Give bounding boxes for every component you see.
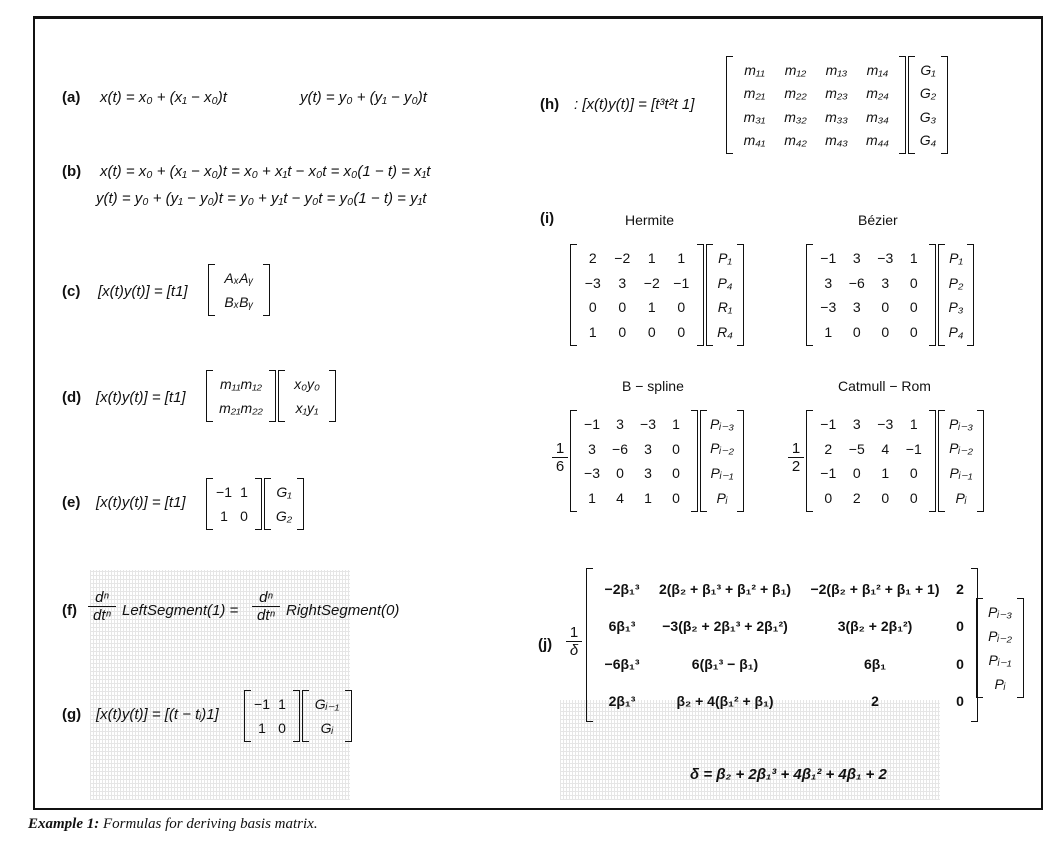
bracket-left: [976, 598, 983, 698]
matrix-cell: Pᵢ₋₃: [709, 415, 735, 432]
matrix-cell: Pᵢ₋₂: [949, 440, 973, 457]
matrix-cell: 3: [852, 299, 861, 316]
caption-prefix: Example 1:: [28, 816, 100, 832]
matrix-cell: R₁: [717, 299, 733, 316]
bracket-right: [941, 56, 948, 154]
label-j: (j): [538, 636, 553, 653]
matrix-cell: 3(β₂ + 2β₁²): [837, 618, 913, 635]
matrix-cell: 1: [677, 250, 686, 267]
catmull-frac: [788, 440, 804, 475]
matrix-cell: m₂₄: [866, 85, 889, 102]
matrix-cell: m₃₃: [825, 108, 848, 125]
matrix-cell: m₄₂: [784, 132, 807, 149]
bracket-right: [255, 478, 262, 530]
matrix-cell: 1: [258, 720, 266, 736]
bracket-left: [264, 478, 271, 530]
matrix-cell: G₁: [276, 484, 292, 500]
bracket-left: [206, 478, 213, 530]
matrix-cell: 0: [278, 720, 286, 736]
matrix-cell: P₄: [948, 323, 964, 340]
bezier-title: Bézier: [858, 212, 898, 228]
matrix-cell: m₂₃: [825, 85, 848, 102]
bracket-right: [345, 690, 352, 742]
matrix-bezier-v: [938, 244, 974, 346]
matrix-cell: m₄₁: [743, 132, 766, 149]
matrix-cell: 0: [909, 299, 918, 316]
matrix-cell: AₓAᵧ: [224, 270, 254, 286]
matrix-cell: 4: [616, 489, 624, 506]
matrix-cell: 0: [852, 465, 861, 482]
label-b: (b): [62, 163, 82, 180]
matrix-j: [586, 568, 978, 722]
matrix-cell: 0: [852, 323, 861, 340]
matrix-cell: 1: [909, 416, 918, 433]
eq-f-den: dtⁿ: [257, 607, 275, 624]
j-frac-den: δ: [569, 642, 579, 659]
matrix-cell: m₁₁m₁₂: [220, 376, 262, 392]
bracket-left: [244, 690, 251, 742]
label-a: (a): [62, 89, 81, 106]
eq-b-1: x(t) = x₀ + (x₁ − x₀)t = x₀ + x₁t − x₀t = x₀(1 − t) = x₁t: [100, 163, 431, 180]
eq-f-num: dⁿ: [88, 589, 116, 607]
matrix-cell: 0: [618, 323, 627, 340]
eq-delta: δ = β₂ + 2β₁³ + 4β₁² + 4β₁ + 2: [690, 766, 887, 783]
matrix-catmull: [806, 410, 936, 512]
matrix-cell: 6β₁: [863, 655, 887, 672]
matrix-cell: m₁₄: [866, 61, 889, 78]
matrix-cell: 0: [824, 489, 833, 506]
matrix-cell: m₃₂: [784, 108, 807, 125]
bracket-right: [329, 370, 336, 422]
bracket-right: [967, 244, 974, 346]
eq-f-right: RightSegment(0): [286, 602, 400, 619]
matrix-cell: 0: [672, 440, 680, 457]
matrix-cell: m₂₁m₂₂: [219, 400, 263, 416]
bracket-right: [697, 244, 704, 346]
matrix-cell: −5: [848, 440, 865, 457]
matrix-cell: 0: [672, 489, 680, 506]
matrix-bezier: [806, 244, 936, 346]
matrix-cell: 1: [881, 465, 890, 482]
matrix-cell: 2β₁³: [608, 693, 636, 710]
matrix-cell: −3: [877, 416, 894, 433]
matrix-cell: 2(β₂ + β₁³ + β₁² + β₁): [658, 580, 792, 597]
matrix-cell: 2: [588, 250, 597, 267]
label-i: (i): [540, 210, 555, 227]
matrix-cell: P₁: [718, 250, 732, 267]
j-frac: [566, 624, 582, 659]
matrix-cell: 0: [909, 465, 918, 482]
matrix-cell: −3: [877, 250, 894, 267]
matrix-cell: 2: [824, 440, 833, 457]
matrix-d-m: [206, 370, 276, 422]
matrix-cell: 0: [588, 299, 597, 316]
label-e: (e): [62, 494, 81, 511]
matrix-cell: 0: [881, 489, 890, 506]
matrix-cell: −3: [584, 465, 600, 482]
matrix-cell: m₄₃: [825, 132, 848, 149]
catmull-frac-den: 2: [791, 458, 801, 475]
bracket-left: [938, 410, 945, 512]
eq-a-x: x(t) = x₀ + (x₁ − x₀)t: [100, 89, 227, 106]
matrix-cell: 1: [824, 323, 833, 340]
matrix-cell: BₓBᵧ: [224, 294, 254, 310]
matrix-e-m: [206, 478, 262, 530]
matrix-cell: −3: [640, 416, 656, 433]
label-d: (d): [62, 389, 82, 406]
matrix-cell: 3: [852, 250, 861, 267]
bracket-right: [1017, 598, 1024, 698]
matrix-cell: −1: [820, 465, 837, 482]
matrix-cell: m₁₁: [744, 61, 765, 78]
matrix-cell: −2β₁³: [604, 580, 640, 597]
matrix-cell: −1: [673, 274, 690, 291]
matrix-cell: −1: [820, 250, 837, 267]
matrix-cell: P₃: [948, 299, 964, 316]
matrix-cell: β₂ + 4(β₁² + β₁): [676, 693, 774, 710]
matrix-cell: G₂: [275, 508, 293, 524]
bspline-frac-num: 1: [552, 440, 568, 458]
matrix-cell: 4: [881, 440, 890, 457]
matrix-g-v: [302, 690, 352, 742]
bspline-frac-den: 6: [555, 458, 565, 475]
matrix-cell: Pᵢ₋₁: [949, 464, 973, 481]
matrix-cell: P₁: [949, 250, 963, 267]
bracket-right: [929, 244, 936, 346]
label-h: (h): [540, 96, 560, 113]
eq-f-den: dtⁿ: [93, 607, 111, 624]
eq-b-2: y(t) = y₀ + (y₁ − y₀)t = y₀ + y₁t − y₀t = y₀(1 − t) = y₁t: [96, 190, 427, 207]
matrix-cell: Pᵢ₋₂: [710, 440, 734, 457]
matrix-cell: Pᵢ: [716, 489, 728, 506]
matrix-cell: Pᵢ: [955, 489, 967, 506]
matrix-cell: 0: [909, 489, 918, 506]
bracket-left: [908, 56, 915, 154]
matrix-cell: 0: [672, 465, 680, 482]
matrix-h-v: [908, 56, 948, 154]
matrix-cell: −2: [614, 250, 631, 267]
bspline-frac: [552, 440, 568, 475]
matrix-cell: m₃₁: [743, 108, 766, 125]
bracket-left: [706, 244, 713, 346]
matrix-cell: P₂: [948, 274, 964, 291]
matrix-hermite: [570, 244, 704, 346]
matrix-cell: 0: [956, 655, 964, 672]
matrix-cell: 0: [616, 465, 624, 482]
eq-e-lhs: [x(t)y(t)] = [t1]: [96, 494, 186, 511]
label-g: (g): [62, 706, 82, 723]
matrix-cell: 0: [881, 299, 890, 316]
matrix-cell: −6β₁³: [604, 655, 640, 672]
eq-h-lhs: : [x(t)y(t)] = [t³t²t 1]: [574, 96, 695, 113]
matrix-cell: −2: [643, 274, 660, 291]
matrix-cell: m₁₂: [784, 61, 807, 78]
matrix-cell: −3: [820, 299, 837, 316]
matrix-cell: −1: [584, 416, 600, 433]
matrix-bspline: [570, 410, 698, 512]
matrix-cell: 3: [644, 465, 652, 482]
matrix-cell: −2(β₂ + β₁² + β₁ + 1): [810, 580, 940, 597]
catmull-title: Catmull − Rom: [838, 378, 931, 394]
eq-a-y: y(t) = y₀ + (y₁ − y₀)t: [300, 89, 427, 106]
matrix-cell: 3: [881, 274, 890, 291]
bracket-right: [263, 264, 270, 316]
bracket-right: [977, 410, 984, 512]
eq-c-lhs: [x(t)y(t)] = [t1]: [98, 283, 188, 300]
matrix-cell: R₄: [717, 323, 733, 340]
catmull-frac-num: 1: [788, 440, 804, 458]
matrix-cell: 2: [956, 580, 964, 597]
eq-f-frac-left: [88, 589, 116, 624]
bracket-left: [206, 370, 213, 422]
hermite-title: Hermite: [625, 212, 675, 228]
matrix-cell: 3: [644, 440, 652, 457]
matrix-cell: G₃: [919, 108, 937, 125]
bracket-left: [806, 410, 813, 512]
matrix-cell: 0: [956, 618, 964, 635]
matrix-cell: 1: [644, 489, 652, 506]
eq-f-frac-right: [252, 589, 280, 624]
bracket-left: [586, 568, 593, 722]
matrix-cell: Pᵢ₋₁: [988, 651, 1012, 668]
matrix-cell: 3: [824, 274, 833, 291]
matrix-cell: 3: [588, 440, 596, 457]
matrix-cell: G₄: [919, 132, 937, 149]
matrix-cell: −6: [612, 440, 628, 457]
matrix-cell: 0: [909, 323, 918, 340]
matrix-cell: 1: [278, 696, 286, 712]
matrix-cell: 1: [672, 416, 680, 433]
matrix-cell: −3: [584, 274, 601, 291]
matrix-cell: −1: [216, 484, 232, 500]
matrix-cell: 0: [647, 323, 656, 340]
matrix-cell: m₂₂: [784, 85, 807, 102]
j-frac-num: 1: [566, 624, 582, 642]
eq-g-lhs: [x(t)y(t)] = [(t − tᵢ)1]: [96, 706, 219, 723]
bracket-left: [726, 56, 733, 154]
bracket-left: [570, 244, 577, 346]
eq-f-num: dⁿ: [252, 589, 280, 607]
matrix-cell: Pᵢ: [994, 676, 1006, 692]
bracket-right: [899, 56, 906, 154]
matrix-cell: 0: [677, 323, 686, 340]
matrix-hermite-v: [706, 244, 744, 346]
bracket-right: [293, 690, 300, 742]
bracket-left: [302, 690, 309, 742]
bracket-left: [938, 244, 945, 346]
caption-text: Formulas for deriving basis matrix.: [103, 816, 318, 832]
eq-f-left: LeftSegment(1) =: [122, 602, 239, 619]
figure-caption: [28, 816, 318, 833]
bracket-right: [737, 244, 744, 346]
matrix-cell: 1: [220, 508, 228, 524]
matrix-cell: 0: [956, 693, 964, 710]
matrix-cell: m₃₄: [866, 108, 889, 125]
matrix-bspline-v: [700, 410, 744, 512]
matrix-cell: 1: [588, 489, 596, 506]
matrix-catmull-v: [938, 410, 984, 512]
bracket-right: [737, 410, 744, 512]
bracket-right: [269, 370, 276, 422]
matrix-e-v: [264, 478, 304, 530]
matrix-cell: m₂₁: [743, 85, 766, 102]
matrix-cell: m₁₃: [825, 61, 848, 78]
matrix-cell: 3: [852, 416, 861, 433]
matrix-cell: Pᵢ₋₂: [988, 627, 1012, 644]
matrix-cell: 0: [240, 508, 248, 524]
matrix-cell: 0: [677, 299, 686, 316]
bracket-right: [297, 478, 304, 530]
matrix-cell: 6(β₁³ − β₁): [691, 655, 759, 672]
matrix-cell: Pᵢ₋₃: [987, 603, 1013, 620]
bracket-left: [570, 410, 577, 512]
matrix-h-m: [726, 56, 906, 154]
matrix-cell: 0: [909, 274, 918, 291]
matrix-cell: 6β₁³: [608, 618, 636, 635]
matrix-d-v: [278, 370, 336, 422]
matrix-cell: 0: [881, 323, 890, 340]
matrix-cell: G₁: [920, 61, 936, 78]
matrix-cell: Gᵢ: [320, 720, 334, 736]
matrix-cell: 1: [909, 250, 918, 267]
matrix-cell: −1: [254, 696, 270, 712]
matrix-cell: G₂: [919, 85, 937, 102]
eq-d-lhs: [x(t)y(t)] = [t1]: [96, 389, 186, 406]
matrix-cell: 1: [588, 323, 597, 340]
label-c: (c): [62, 283, 81, 300]
matrix-cell: P₄: [717, 274, 733, 291]
matrix-cell: −6: [848, 274, 865, 291]
matrix-cell: 2: [852, 489, 861, 506]
bracket-left: [208, 264, 215, 316]
matrix-cell: 1: [647, 250, 656, 267]
matrix-c: [208, 264, 270, 316]
bracket-left: [806, 244, 813, 346]
bracket-right: [691, 410, 698, 512]
bracket-left: [700, 410, 707, 512]
matrix-cell: 2: [871, 693, 879, 710]
matrix-cell: −3(β₂ + 2β₁³ + 2β₁²): [662, 618, 788, 635]
bracket-right: [929, 410, 936, 512]
bracket-left: [278, 370, 285, 422]
matrix-cell: 0: [618, 299, 627, 316]
matrix-cell: Pᵢ₋₃: [948, 415, 974, 432]
matrix-cell: x₁y₁: [295, 400, 319, 416]
matrix-cell: Gᵢ₋₁: [314, 695, 340, 712]
matrix-cell: 1: [647, 299, 656, 316]
matrix-cell: m₄₄: [866, 132, 889, 149]
matrix-cell: 1: [240, 484, 248, 500]
matrix-cell: −1: [820, 416, 837, 433]
matrix-cell: −1: [905, 440, 922, 457]
matrix-cell: Pᵢ₋₁: [710, 464, 734, 481]
label-f: (f): [62, 602, 77, 619]
matrix-cell: x₀y₀: [294, 376, 320, 392]
matrix-g-m: [244, 690, 300, 742]
matrix-j-v: [976, 598, 1024, 698]
bspline-title: B − spline: [622, 378, 684, 394]
matrix-cell: 3: [616, 416, 624, 433]
matrix-cell: 3: [618, 274, 627, 291]
